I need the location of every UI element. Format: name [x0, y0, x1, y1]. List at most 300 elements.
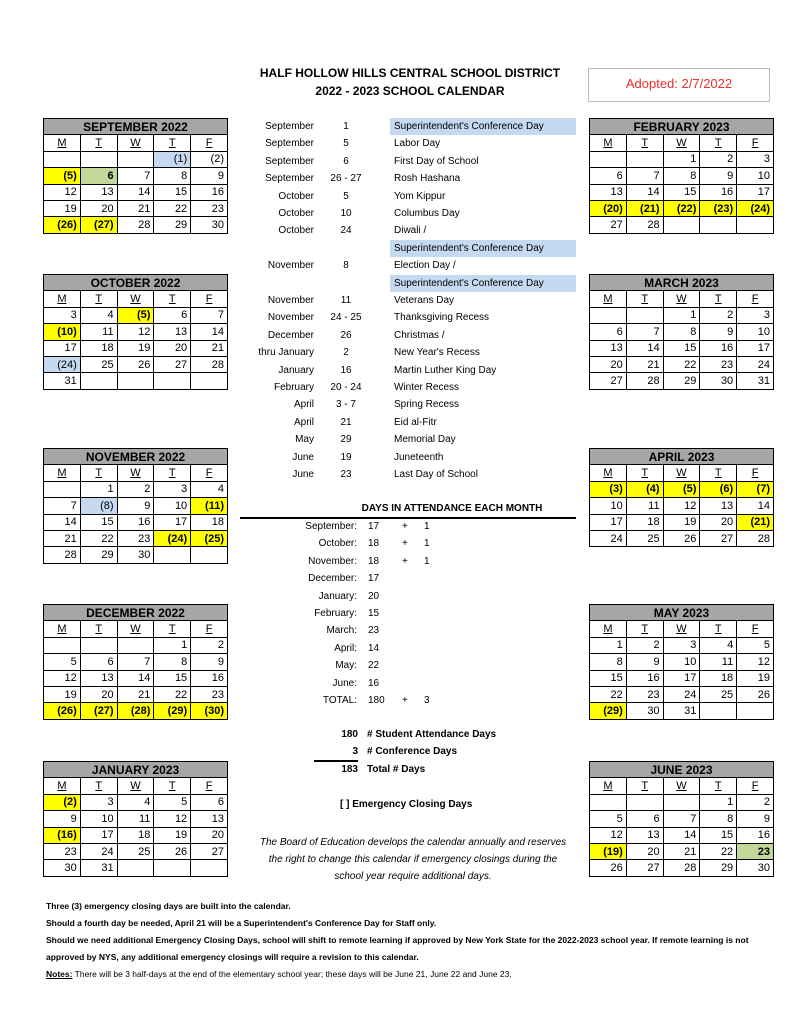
event-name: Diwali /	[394, 225, 427, 237]
day-cell: 7	[191, 307, 228, 323]
event-month: June	[292, 469, 314, 480]
month-calendar	[589, 761, 774, 877]
event-date: 11	[340, 295, 352, 306]
day-cell: 20	[80, 200, 117, 216]
day-cell: 10	[737, 168, 774, 184]
board-note-line: school year require additional days.	[334, 871, 492, 882]
attendance-month: December:	[308, 573, 357, 585]
weekday-header: W	[663, 778, 700, 794]
day-cell: 21	[191, 340, 228, 356]
weekday-header: M	[590, 465, 627, 481]
weekday-header: W	[663, 135, 700, 151]
weekday-header: F	[191, 621, 228, 637]
day-cell: 21	[663, 843, 700, 859]
day-cell: 14	[191, 324, 228, 340]
event-date: 6	[343, 155, 349, 167]
weekday-header: F	[737, 778, 774, 794]
day-cell: 2	[700, 151, 737, 167]
day-cell: 16	[700, 340, 737, 356]
day-cell: 5	[154, 794, 191, 810]
event-name: Spring Recess	[394, 399, 460, 411]
event-date: 26	[340, 329, 352, 341]
event-date: 3 - 7	[335, 399, 356, 411]
event-name: Veterans Day	[394, 295, 455, 306]
day-cell: 20	[154, 340, 191, 356]
day-cell: 29	[80, 547, 117, 563]
day-cell: (16)	[44, 827, 81, 843]
event-month: February	[273, 382, 314, 393]
day-cell: 7	[663, 811, 700, 827]
day-cell: (20)	[590, 200, 627, 216]
day-cell: 21	[44, 530, 81, 546]
day-cell: (29)	[590, 703, 627, 719]
day-cell: 12	[663, 498, 700, 514]
day-cell: 25	[626, 530, 663, 546]
day-cell	[80, 637, 117, 653]
day-cell: 7	[626, 324, 663, 340]
event-date: 20 - 24	[330, 382, 362, 393]
day-cell: 6	[590, 324, 627, 340]
day-cell: 16	[626, 670, 663, 686]
day-cell: 8	[154, 654, 191, 670]
day-cell	[44, 151, 81, 167]
event-month: November	[267, 260, 314, 272]
calendar-title: 2022 - 2023 SCHOOL CALENDAR	[315, 84, 505, 98]
day-cell: 27	[590, 217, 627, 233]
day-cell: 3	[737, 151, 774, 167]
day-cell: (2)	[44, 794, 81, 810]
event-date: 16	[340, 364, 352, 376]
weekday-header: F	[191, 778, 228, 794]
day-cell: 15	[154, 184, 191, 200]
day-cell: 22	[154, 200, 191, 216]
day-cell: 9	[117, 498, 154, 514]
day-cell: 12	[737, 654, 774, 670]
day-cell: 5	[44, 654, 81, 670]
day-cell: 18	[626, 514, 663, 530]
day-cell: 23	[626, 686, 663, 702]
day-cell	[154, 373, 191, 389]
day-cell: 18	[700, 670, 737, 686]
day-cell: 9	[191, 168, 228, 184]
day-cell: 13	[626, 827, 663, 843]
day-cell: 8	[663, 324, 700, 340]
day-cell	[590, 794, 627, 810]
day-cell: 28	[117, 217, 154, 233]
day-cell: 11	[626, 498, 663, 514]
event-name: Memorial Day	[394, 434, 456, 446]
day-cell: 10	[663, 654, 700, 670]
day-cell: (22)	[663, 200, 700, 216]
month-calendar	[589, 448, 774, 547]
month-title: FEBRUARY 2023	[590, 119, 774, 135]
day-cell: 18	[80, 340, 117, 356]
day-cell: 18	[191, 514, 228, 530]
weekday-header: T	[700, 621, 737, 637]
day-cell: 4	[191, 481, 228, 497]
day-cell: 19	[117, 340, 154, 356]
day-cell: 21	[626, 356, 663, 372]
day-cell: 2	[737, 794, 774, 810]
event-month	[240, 240, 314, 257]
day-cell	[154, 547, 191, 563]
weekday-header: T	[700, 135, 737, 151]
day-cell: 13	[80, 670, 117, 686]
weekday-header: T	[626, 465, 663, 481]
day-cell: 28	[626, 373, 663, 389]
day-cell: (26)	[44, 703, 81, 719]
day-cell: (8)	[80, 498, 117, 514]
total-label: # Student Attendance Days	[367, 729, 497, 740]
day-cell: 14	[663, 827, 700, 843]
weekday-header: T	[626, 291, 663, 307]
day-cell: 3	[44, 307, 81, 323]
day-cell: 28	[737, 530, 774, 546]
attendance-plus: +	[402, 555, 408, 567]
day-cell: 14	[117, 184, 154, 200]
day-cell: 19	[154, 827, 191, 843]
event-month	[240, 275, 314, 292]
event-date	[322, 240, 370, 257]
footer-note: Should we need additional Emergency Closing Days, school will shift to remote learning if approved by New York State for the 2022-2023 school year. If remote learning is not	[46, 935, 749, 945]
footer-note: approved by NYS, any additional emergency closings will require a revision to this calendar.	[46, 952, 419, 962]
month-title: APRIL 2023	[590, 449, 774, 465]
event-month: November	[267, 312, 314, 324]
day-cell: 29	[700, 860, 737, 876]
month-calendar	[589, 274, 774, 390]
attendance-conference: 1	[424, 555, 430, 567]
day-cell	[44, 637, 81, 653]
attendance-days: 17	[368, 573, 380, 585]
board-note-line: The Board of Education develops the calendar annually and reserves	[259, 837, 567, 848]
day-cell: 3	[154, 481, 191, 497]
event-month: October	[278, 190, 314, 202]
month-calendar	[43, 761, 228, 877]
day-cell	[626, 307, 663, 323]
day-cell: 29	[154, 217, 191, 233]
day-cell	[80, 373, 117, 389]
event-month: December	[267, 329, 314, 341]
attendance-plus: +	[402, 521, 408, 532]
day-cell: 4	[117, 794, 154, 810]
day-cell	[44, 481, 81, 497]
day-cell: 26	[154, 843, 191, 859]
day-cell	[737, 703, 774, 719]
day-cell: 7	[117, 168, 154, 184]
day-cell: 23	[191, 200, 228, 216]
event-name: Yom Kippur	[394, 190, 446, 202]
day-cell: 13	[700, 498, 737, 514]
footer-note: Should a fourth day be needed, April 21 will be a Superintendent's Conference Day for Staff only.	[46, 918, 437, 928]
attendance-month: April:	[334, 642, 357, 654]
total-number: 3	[352, 746, 358, 758]
weekday-header: F	[191, 465, 228, 481]
event-date: 10	[340, 208, 352, 219]
day-cell: 20	[626, 843, 663, 859]
attendance-title: DAYS IN ATTENDANCE EACH MONTH	[361, 503, 543, 514]
month-title: JANUARY 2023	[44, 762, 228, 778]
day-cell: 11	[117, 811, 154, 827]
day-cell: 17	[154, 514, 191, 530]
day-cell: 20	[80, 686, 117, 702]
day-cell: (27)	[80, 217, 117, 233]
day-cell: 8	[154, 168, 191, 184]
weekday-header: F	[737, 621, 774, 637]
event-name: Martin Luther King Day	[394, 364, 497, 376]
footer-note: Three (3) emergency closing days are built into the calendar.	[46, 901, 291, 911]
event-month: September	[265, 155, 314, 167]
event-date: 1	[343, 121, 349, 132]
day-cell: 15	[700, 827, 737, 843]
month-calendar	[43, 448, 228, 564]
weekday-header: W	[117, 465, 154, 481]
district-title: HALF HOLLOW HILLS CENTRAL SCHOOL DISTRICT	[259, 66, 561, 80]
attendance-days: 16	[368, 677, 380, 689]
event-name: Juneteenth	[394, 451, 444, 463]
event-date: 24	[340, 225, 352, 237]
attendance-plus: +	[402, 538, 408, 550]
weekday-header: T	[80, 465, 117, 481]
event-month: September	[265, 173, 314, 185]
event-name: Rosh Hashana	[394, 173, 461, 185]
event-date: 21	[340, 416, 352, 428]
attendance-days: 20	[368, 590, 380, 602]
day-cell: 18	[117, 827, 154, 843]
day-cell: (29)	[154, 703, 191, 719]
day-cell: 28	[191, 356, 228, 372]
event-name: Superintendent's Conference Day	[390, 240, 576, 257]
day-cell: 9	[626, 654, 663, 670]
day-cell	[117, 151, 154, 167]
day-cell: 16	[191, 184, 228, 200]
day-cell: 15	[590, 670, 627, 686]
day-cell: 31	[80, 860, 117, 876]
weekday-header: T	[700, 465, 737, 481]
day-cell: 12	[117, 324, 154, 340]
event-name: Eid al-Fitr	[394, 416, 437, 428]
day-cell: 3	[737, 307, 774, 323]
day-cell: 15	[80, 514, 117, 530]
day-cell: 15	[663, 184, 700, 200]
day-cell: (2)	[191, 151, 228, 167]
day-cell: 19	[44, 200, 81, 216]
day-cell: 15	[663, 340, 700, 356]
weekday-header: W	[117, 291, 154, 307]
day-cell: 24	[80, 843, 117, 859]
attendance-month: June:	[332, 677, 357, 689]
weekday-header: M	[44, 621, 81, 637]
month-calendar	[43, 604, 228, 720]
month-calendar	[589, 604, 774, 720]
weekday-header: M	[590, 621, 627, 637]
month-calendar	[43, 274, 228, 390]
attendance-month: May:	[335, 660, 357, 672]
weekday-header: T	[700, 291, 737, 307]
day-cell: 6	[80, 168, 117, 184]
day-cell: 30	[700, 373, 737, 389]
day-cell: 17	[737, 340, 774, 356]
weekday-header: T	[154, 621, 191, 637]
weekday-header: T	[80, 621, 117, 637]
month-title: JUNE 2023	[590, 762, 774, 778]
weekday-header: T	[700, 778, 737, 794]
day-cell: 17	[663, 670, 700, 686]
attendance-month: TOTAL:	[322, 695, 357, 706]
event-month: September	[265, 138, 314, 150]
weekday-header: M	[590, 291, 627, 307]
day-cell: 19	[663, 514, 700, 530]
day-cell: 22	[700, 843, 737, 859]
day-cell: 23	[737, 843, 774, 859]
footer-notes	[46, 966, 786, 983]
day-cell: 10	[737, 324, 774, 340]
day-cell: 28	[44, 547, 81, 563]
event-name: Columbus Day	[394, 208, 460, 219]
attendance-month: March:	[326, 625, 357, 637]
weekday-header: M	[44, 778, 81, 794]
day-cell: 30	[626, 703, 663, 719]
month-title: MAY 2023	[590, 605, 774, 621]
weekday-header: T	[80, 291, 117, 307]
attendance-days: 15	[368, 608, 380, 619]
day-cell: 26	[117, 356, 154, 372]
day-cell: 26	[737, 686, 774, 702]
day-cell: 24	[663, 686, 700, 702]
day-cell: 6	[80, 654, 117, 670]
attendance-days: 18	[368, 538, 380, 550]
weekday-header: W	[663, 465, 700, 481]
day-cell: 9	[191, 654, 228, 670]
day-cell: 24	[737, 356, 774, 372]
total-number: 180	[341, 729, 358, 740]
day-cell: 27	[154, 356, 191, 372]
day-cell: 8	[590, 654, 627, 670]
day-cell: 17	[44, 340, 81, 356]
day-cell: 21	[117, 686, 154, 702]
day-cell: 14	[626, 340, 663, 356]
day-cell: (5)	[117, 307, 154, 323]
event-name: New Year's Recess	[394, 347, 480, 359]
day-cell: 17	[80, 827, 117, 843]
weekday-header: F	[191, 135, 228, 151]
day-cell: 13	[191, 811, 228, 827]
day-cell: 10	[590, 498, 627, 514]
event-name: Labor Day	[394, 138, 441, 150]
day-cell	[154, 860, 191, 876]
day-cell: 19	[737, 670, 774, 686]
event-date: 5	[343, 190, 349, 202]
month-calendar	[589, 118, 774, 234]
weekday-header: M	[590, 778, 627, 794]
event-name: Superintendent's Conference Day	[390, 118, 576, 135]
attendance-days: 22	[368, 660, 380, 672]
day-cell: 7	[626, 168, 663, 184]
weekday-header: T	[154, 291, 191, 307]
attendance-conference: 3	[424, 695, 430, 706]
day-cell: 12	[44, 184, 81, 200]
day-cell: (11)	[191, 498, 228, 514]
attendance-conference: 1	[424, 521, 430, 532]
weekday-header: M	[44, 465, 81, 481]
day-cell: 16	[191, 670, 228, 686]
day-cell: 22	[590, 686, 627, 702]
month-title: OCTOBER 2022	[44, 275, 228, 291]
event-name: First Day of School	[394, 155, 479, 167]
day-cell: (19)	[590, 843, 627, 859]
day-cell: 12	[154, 811, 191, 827]
event-month: June	[292, 451, 314, 463]
attendance-days: 180	[368, 695, 385, 706]
day-cell: 10	[80, 811, 117, 827]
day-cell: (1)	[154, 151, 191, 167]
day-cell	[590, 307, 627, 323]
day-cell: (5)	[44, 168, 81, 184]
day-cell	[626, 794, 663, 810]
weekday-header: W	[117, 778, 154, 794]
notes-label: Notes:	[46, 969, 73, 979]
event-date: 23	[340, 469, 352, 480]
event-date: 5	[343, 138, 349, 150]
weekday-header: F	[737, 291, 774, 307]
total-label: # Conference Days	[367, 746, 458, 758]
day-cell: 14	[117, 670, 154, 686]
day-cell: 16	[117, 514, 154, 530]
day-cell: 2	[626, 637, 663, 653]
day-cell: 10	[154, 498, 191, 514]
day-cell: 14	[737, 498, 774, 514]
attendance-days: 18	[368, 555, 380, 567]
attendance-month: February:	[314, 608, 357, 619]
day-cell: 27	[626, 860, 663, 876]
day-cell: 30	[44, 860, 81, 876]
event-month: thru January	[258, 347, 314, 359]
day-cell: 13	[590, 184, 627, 200]
attendance-month: January:	[318, 590, 357, 602]
day-cell: 2	[117, 481, 154, 497]
day-cell: 6	[154, 307, 191, 323]
day-cell: 5	[590, 811, 627, 827]
day-cell: 2	[191, 637, 228, 653]
day-cell: 22	[80, 530, 117, 546]
day-cell: 20	[191, 827, 228, 843]
weekday-header: T	[80, 135, 117, 151]
day-cell: 23	[191, 686, 228, 702]
day-cell: 27	[191, 843, 228, 859]
day-cell: 1	[590, 637, 627, 653]
month-title: DECEMBER 2022	[44, 605, 228, 621]
day-cell: 3	[80, 794, 117, 810]
adopted-date: Adopted: 2/7/2022	[588, 68, 770, 102]
day-cell: 9	[700, 168, 737, 184]
day-cell: 13	[80, 184, 117, 200]
event-month: May	[295, 434, 314, 446]
day-cell	[590, 151, 627, 167]
day-cell: 16	[737, 827, 774, 843]
weekday-header: F	[191, 291, 228, 307]
day-cell: 27	[590, 373, 627, 389]
month-title: MARCH 2023	[590, 275, 774, 291]
month-calendar	[43, 118, 228, 234]
day-cell: 1	[154, 637, 191, 653]
day-cell: 6	[191, 794, 228, 810]
day-cell: 7	[117, 654, 154, 670]
weekday-header: T	[154, 465, 191, 481]
day-cell	[117, 637, 154, 653]
day-cell	[191, 547, 228, 563]
day-cell: 8	[700, 811, 737, 827]
attendance-conference: 1	[424, 538, 430, 550]
day-cell: 25	[700, 686, 737, 702]
